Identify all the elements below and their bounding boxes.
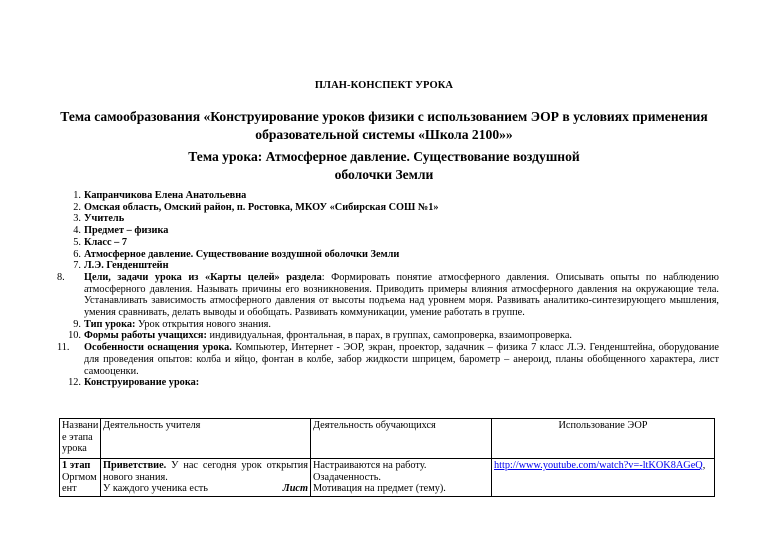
header-eor-usage: Использование ЭОР bbox=[492, 419, 715, 459]
header-student-activity: Деятельность обучающихся bbox=[311, 419, 492, 459]
stage-cell bbox=[60, 459, 101, 497]
list-item: 3. Учитель bbox=[73, 213, 125, 225]
header-stage: Названи е этапа урока bbox=[60, 419, 101, 459]
document-title: ПЛАН-КОНСПЕКТ УРОКА bbox=[314, 80, 454, 91]
eor-video-link[interactable]: http://www.youtube.com/watch?v=-ltKOK8AGeQ bbox=[494, 460, 703, 471]
header-teacher-activity: Деятельность учителя bbox=[101, 419, 311, 459]
list-item: 11. Особенности оснащения урока. Компьютер, Интернет - ЭОР, экран, проектор, задачник – физика 7 класс Л.Э. Генденштейна, оборудование для проведения опытов: колба и яйцо, фонтан в колбе, забор жидкости шприцем, барометр – анероид, планы обобщенного характера, лист самооценки. bbox=[57, 342, 719, 377]
self-education-topic: Тема самообразования «Конструирование уроков физики с использованием ЭОР в условиях применения образовательной системы «Школа 2100»» bbox=[60, 109, 708, 142]
table-header-row bbox=[60, 419, 715, 459]
student-activity-cell: Настраиваются на работу. Озадаченность. Мотивация на предмет (тему). bbox=[311, 459, 492, 497]
list-item: 8. Цели, задачи урока из «Карты целей» раздела: Формировать понятие атмосферного давления. Описывать опыты по наблюдению атмосферного давления. Называть причины его возникновения. Приводить примеры влияния атмосферного давления на окружающие тела. Устанавливать зависимость атмосферного давления от высоты подъема над уровнем моря. Развивать аналитико-синтезирующего мышления, умения сравнивать, делать выводы и обобщать. Развивать коммуникации, умение работать в группе. bbox=[57, 271, 719, 319]
list-item: 5. Класс – 7 bbox=[73, 236, 127, 248]
list-item: 1. Капранчикова Елена Анатольевна bbox=[73, 190, 247, 201]
list-item: 10. Формы работы учащихся: индивидуальная, фронтальная, в парах, в группах, самопроверка, взаимопроверка. bbox=[68, 330, 572, 342]
lesson-plan-table bbox=[59, 418, 715, 497]
lesson-info-list bbox=[0, 190, 719, 389]
list-item: 7. Л.Э. Генденштейн bbox=[73, 260, 169, 272]
list-item: 4. Предмет – физика bbox=[73, 225, 169, 237]
stage-name: Оргмом ент bbox=[62, 471, 97, 495]
lesson-topic: Тема урока: Атмосферное давление. Существование воздушной оболочки Земли bbox=[188, 149, 580, 182]
list-item: 6. Атмосферное давление. Существование воздушной оболочки Земли bbox=[73, 248, 400, 260]
stage-title: 1 этап bbox=[62, 460, 91, 471]
teacher-line: У каждого ученика есть Лист bbox=[103, 483, 308, 495]
list-item: 9. Тип урока: Урок открытия нового знания. bbox=[73, 318, 271, 330]
list-item: 12. Конструирование урока: bbox=[68, 377, 200, 389]
list-item: 2. Омская область, Омский район, п. Ростовка, МКОУ «Сибирская СОШ №1» bbox=[73, 201, 439, 213]
eor-cell: http://www.youtube.com/watch?v=-ltKOK8AGeQ, bbox=[492, 459, 715, 497]
table-row bbox=[60, 459, 715, 497]
teacher-activity-cell: Приветствие. У нас сегодня урок открытия нового знания. У каждого ученика есть Лист bbox=[101, 459, 311, 497]
